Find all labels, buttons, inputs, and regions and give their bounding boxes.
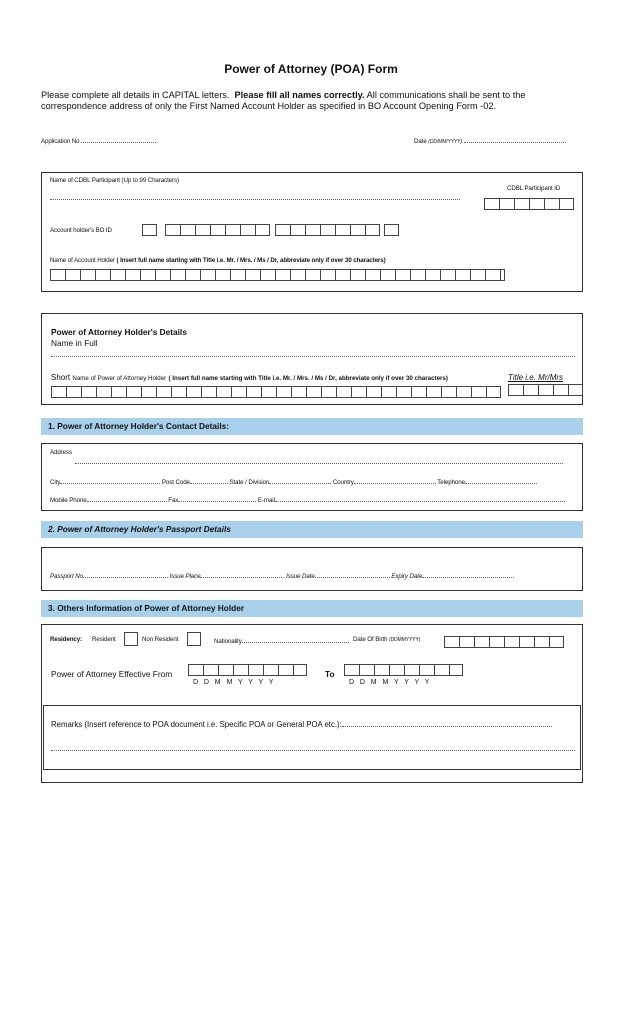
dob-label-group — [353, 636, 420, 643]
effective-from-label: Power of Attorney Effective From — [51, 669, 173, 679]
residency-label: Residency: — [50, 636, 83, 643]
dob-label: Date Of Birth — [353, 636, 388, 643]
remarks-line-2[interactable] — [51, 750, 575, 751]
nationality-label: Nationality — [214, 638, 242, 645]
title-hint: Title i.e. Mr/Mrs — [508, 373, 564, 382]
form-instructions — [41, 90, 586, 112]
bo-id-box[interactable] — [142, 224, 157, 236]
holder-name-label-group — [50, 257, 386, 264]
name-in-full-label: Name in Full — [51, 338, 98, 348]
effective-from-boxes[interactable] — [188, 664, 307, 676]
holder-name-boxes[interactable] — [50, 269, 505, 281]
nationality-line[interactable] — [242, 636, 349, 643]
short-name-label-group — [51, 373, 448, 382]
holder-name-label: Name of Account Holder — [50, 257, 115, 264]
telephone-label: Telephone — [437, 479, 465, 486]
state-line[interactable] — [269, 477, 331, 484]
passport-section — [41, 547, 583, 591]
non-resident-label: Non Resident — [142, 636, 179, 643]
non-resident-checkbox[interactable] — [187, 632, 201, 646]
application-no-line[interactable] — [81, 136, 156, 143]
email-label: E-mail — [257, 497, 275, 504]
date-label: Date — [414, 138, 427, 145]
resident-label: Resident — [92, 636, 116, 643]
dob-boxes[interactable] — [444, 636, 564, 648]
effective-to-boxes[interactable] — [344, 664, 463, 676]
to-label: To — [325, 669, 335, 679]
form-title: Power of Attorney (POA) Form — [224, 62, 398, 76]
cdbl-id-boxes[interactable] — [484, 198, 574, 210]
address-line[interactable] — [75, 463, 563, 464]
instruction-text: Please complete all details in CAPITAL letters. — [41, 90, 230, 100]
issue-date-label: Issue Date — [286, 573, 315, 580]
bo-id-boxes-1[interactable] — [165, 224, 270, 236]
contact-row-2 — [50, 495, 565, 504]
effective-from-format: D D M M Y Y Y Y — [193, 679, 274, 686]
bo-id-label: Account holder's BO ID — [50, 227, 112, 234]
instruction-text-3: correspondence address of only the First Named Account Holder as specified in BO Account Opening Form -02. — [41, 101, 497, 111]
cdbl-id-label: CDBL Participant ID — [507, 185, 561, 192]
city-line[interactable] — [60, 477, 160, 484]
passport-no-label: Passport No — [50, 573, 83, 580]
fax-label: Fax — [168, 497, 179, 504]
passport-row — [50, 571, 514, 580]
mobile-label: Mobile Phone — [50, 497, 87, 504]
resident-checkbox[interactable] — [124, 632, 138, 646]
address-label: Address — [50, 449, 72, 456]
application-no-field[interactable] — [41, 136, 156, 145]
cdbl-name-line[interactable] — [50, 199, 460, 200]
date-line[interactable] — [464, 136, 566, 143]
short-name-hint: ( Insert full name starting with Title i.e. Mr. / Mrs. / Ms / Dr, abbreviate only if over 30 characters) — [168, 375, 448, 382]
expiry-date-label: Expiry Date — [391, 573, 423, 580]
short-name-label: Name of Power of Attorney Holder — [72, 375, 167, 382]
issue-place-line[interactable] — [200, 571, 284, 578]
passport-details-band: 2. Power of Attorney Holder's Passport Details — [41, 521, 583, 538]
poa-holder-heading: Power of Attorney Holder's Details — [51, 327, 187, 337]
post-code-label: Post Code — [161, 479, 190, 486]
remarks-box[interactable] — [43, 705, 581, 770]
email-line[interactable] — [275, 495, 565, 502]
others-info-band: 3. Others Information of Power of Attorney Holder — [41, 600, 583, 617]
expiry-date-line[interactable] — [422, 571, 514, 578]
issue-date-line[interactable] — [315, 571, 390, 578]
date-field[interactable] — [414, 136, 566, 145]
remarks-line-1[interactable] — [342, 720, 552, 727]
mobile-line[interactable] — [87, 495, 167, 502]
instruction-bold: Please fill all names correctly. — [234, 90, 365, 100]
instruction-text-2: All communications shall be sent to the — [366, 90, 526, 100]
fax-line[interactable] — [178, 495, 256, 502]
dob-format: (DDMMYYYY) — [389, 637, 421, 643]
title-boxes[interactable] — [508, 384, 583, 396]
remarks-label-group — [51, 720, 552, 729]
remarks-label: Remarks (Insert reference to POA document i.e. Specific POA or General POA etc.): — [51, 720, 342, 729]
bo-id-boxes-2[interactable] — [275, 224, 380, 236]
post-code-line[interactable] — [190, 477, 228, 484]
cdbl-name-label: Name of CDBL Participant (Up to 99 Characters) — [50, 177, 179, 184]
country-line[interactable] — [354, 477, 436, 484]
bo-id-box-end[interactable] — [384, 224, 399, 236]
holder-name-hint: ( Insert full name starting with Title i.e. Mr. / Mrs. / Ms / Dr, abbreviate only if over 30 characters) — [116, 257, 386, 264]
telephone-line[interactable] — [465, 477, 537, 484]
contact-row-1 — [50, 477, 537, 486]
contact-details-band: 1. Power of Attorney Holder's Contact Details: — [41, 418, 583, 435]
application-no-label: Application No — [41, 138, 80, 145]
name-in-full-line[interactable] — [51, 356, 575, 357]
state-label: State / Division — [229, 479, 270, 486]
country-label: Country — [332, 479, 354, 486]
short-name-boxes[interactable] — [51, 386, 501, 398]
issue-place-label: Issue Place — [169, 573, 201, 580]
passport-no-line[interactable] — [83, 571, 168, 578]
date-format: (DD/MM/YYYY) — [428, 139, 463, 145]
nationality-field[interactable] — [214, 636, 349, 645]
short-label: Short — [51, 373, 71, 382]
effective-to-format: D D M M Y Y Y Y — [349, 679, 430, 686]
city-label: City — [50, 479, 61, 486]
